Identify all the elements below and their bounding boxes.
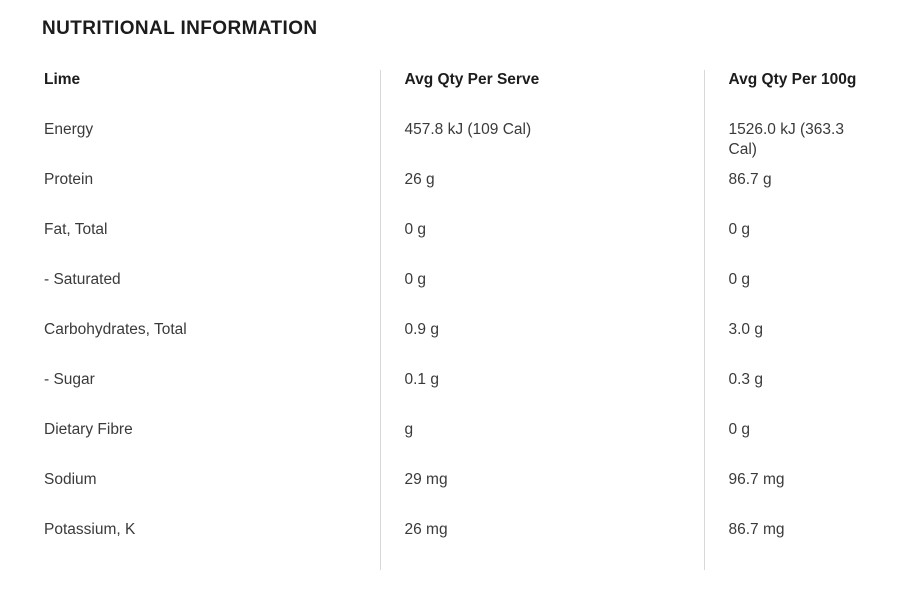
cell-nutrient: Potassium, K — [44, 521, 136, 538]
cell-per-100g: 0.3 g — [704, 370, 869, 420]
table-row — [42, 370, 869, 420]
table-row — [42, 470, 869, 520]
table-body — [42, 120, 869, 570]
cell-per-serve: 0 g — [380, 270, 704, 320]
cell-per-100g: 0 g — [704, 270, 869, 320]
cell-nutrient: - Sugar — [44, 371, 95, 388]
column-header-per-serve: Avg Qty Per Serve — [380, 70, 704, 120]
cell-nutrient: Dietary Fibre — [44, 421, 133, 438]
cell-per-serve: 26 mg — [380, 520, 704, 570]
table-row — [42, 120, 869, 170]
cell-nutrient: Sodium — [44, 471, 97, 488]
table-row — [42, 170, 869, 220]
table-header-row — [42, 70, 869, 120]
page-title: NUTRITIONAL INFORMATION — [42, 18, 318, 39]
cell-per-100g: 3.0 g — [704, 320, 869, 370]
cell-per-100g: 1526.0 kJ (363.3 Cal) — [704, 120, 869, 170]
table-row — [42, 520, 869, 570]
cell-nutrient: Fat, Total — [44, 221, 108, 238]
cell-per-serve: 29 mg — [380, 470, 704, 520]
cell-per-100g: 0 g — [704, 420, 869, 470]
table-row — [42, 270, 869, 320]
cell-per-serve: 0 g — [380, 220, 704, 270]
cell-nutrient: Protein — [44, 171, 94, 188]
cell-per-serve: 0.1 g — [380, 370, 704, 420]
cell-per-100g: 86.7 g — [704, 170, 869, 220]
cell-per-serve: g — [380, 420, 704, 470]
table-row — [42, 420, 869, 470]
cell-per-serve: 0.9 g — [380, 320, 704, 370]
cell-per-serve: 26 g — [380, 170, 704, 220]
cell-per-100g: 0 g — [704, 220, 869, 270]
cell-nutrient: Energy — [44, 121, 94, 138]
cell-nutrient: - Saturated — [44, 271, 121, 288]
table-row — [42, 320, 869, 370]
column-header-nutrient: Lime — [44, 71, 81, 88]
cell-nutrient: Carbohydrates, Total — [44, 321, 187, 338]
nutrition-table — [42, 70, 869, 570]
cell-per-100g: 86.7 mg — [704, 520, 869, 570]
cell-per-100g: 96.7 mg — [704, 470, 869, 520]
table-row — [42, 220, 869, 270]
cell-per-serve: 457.8 kJ (109 Cal) — [380, 120, 704, 170]
table-header — [42, 70, 869, 120]
column-header-per-100g: Avg Qty Per 100g — [704, 70, 869, 120]
